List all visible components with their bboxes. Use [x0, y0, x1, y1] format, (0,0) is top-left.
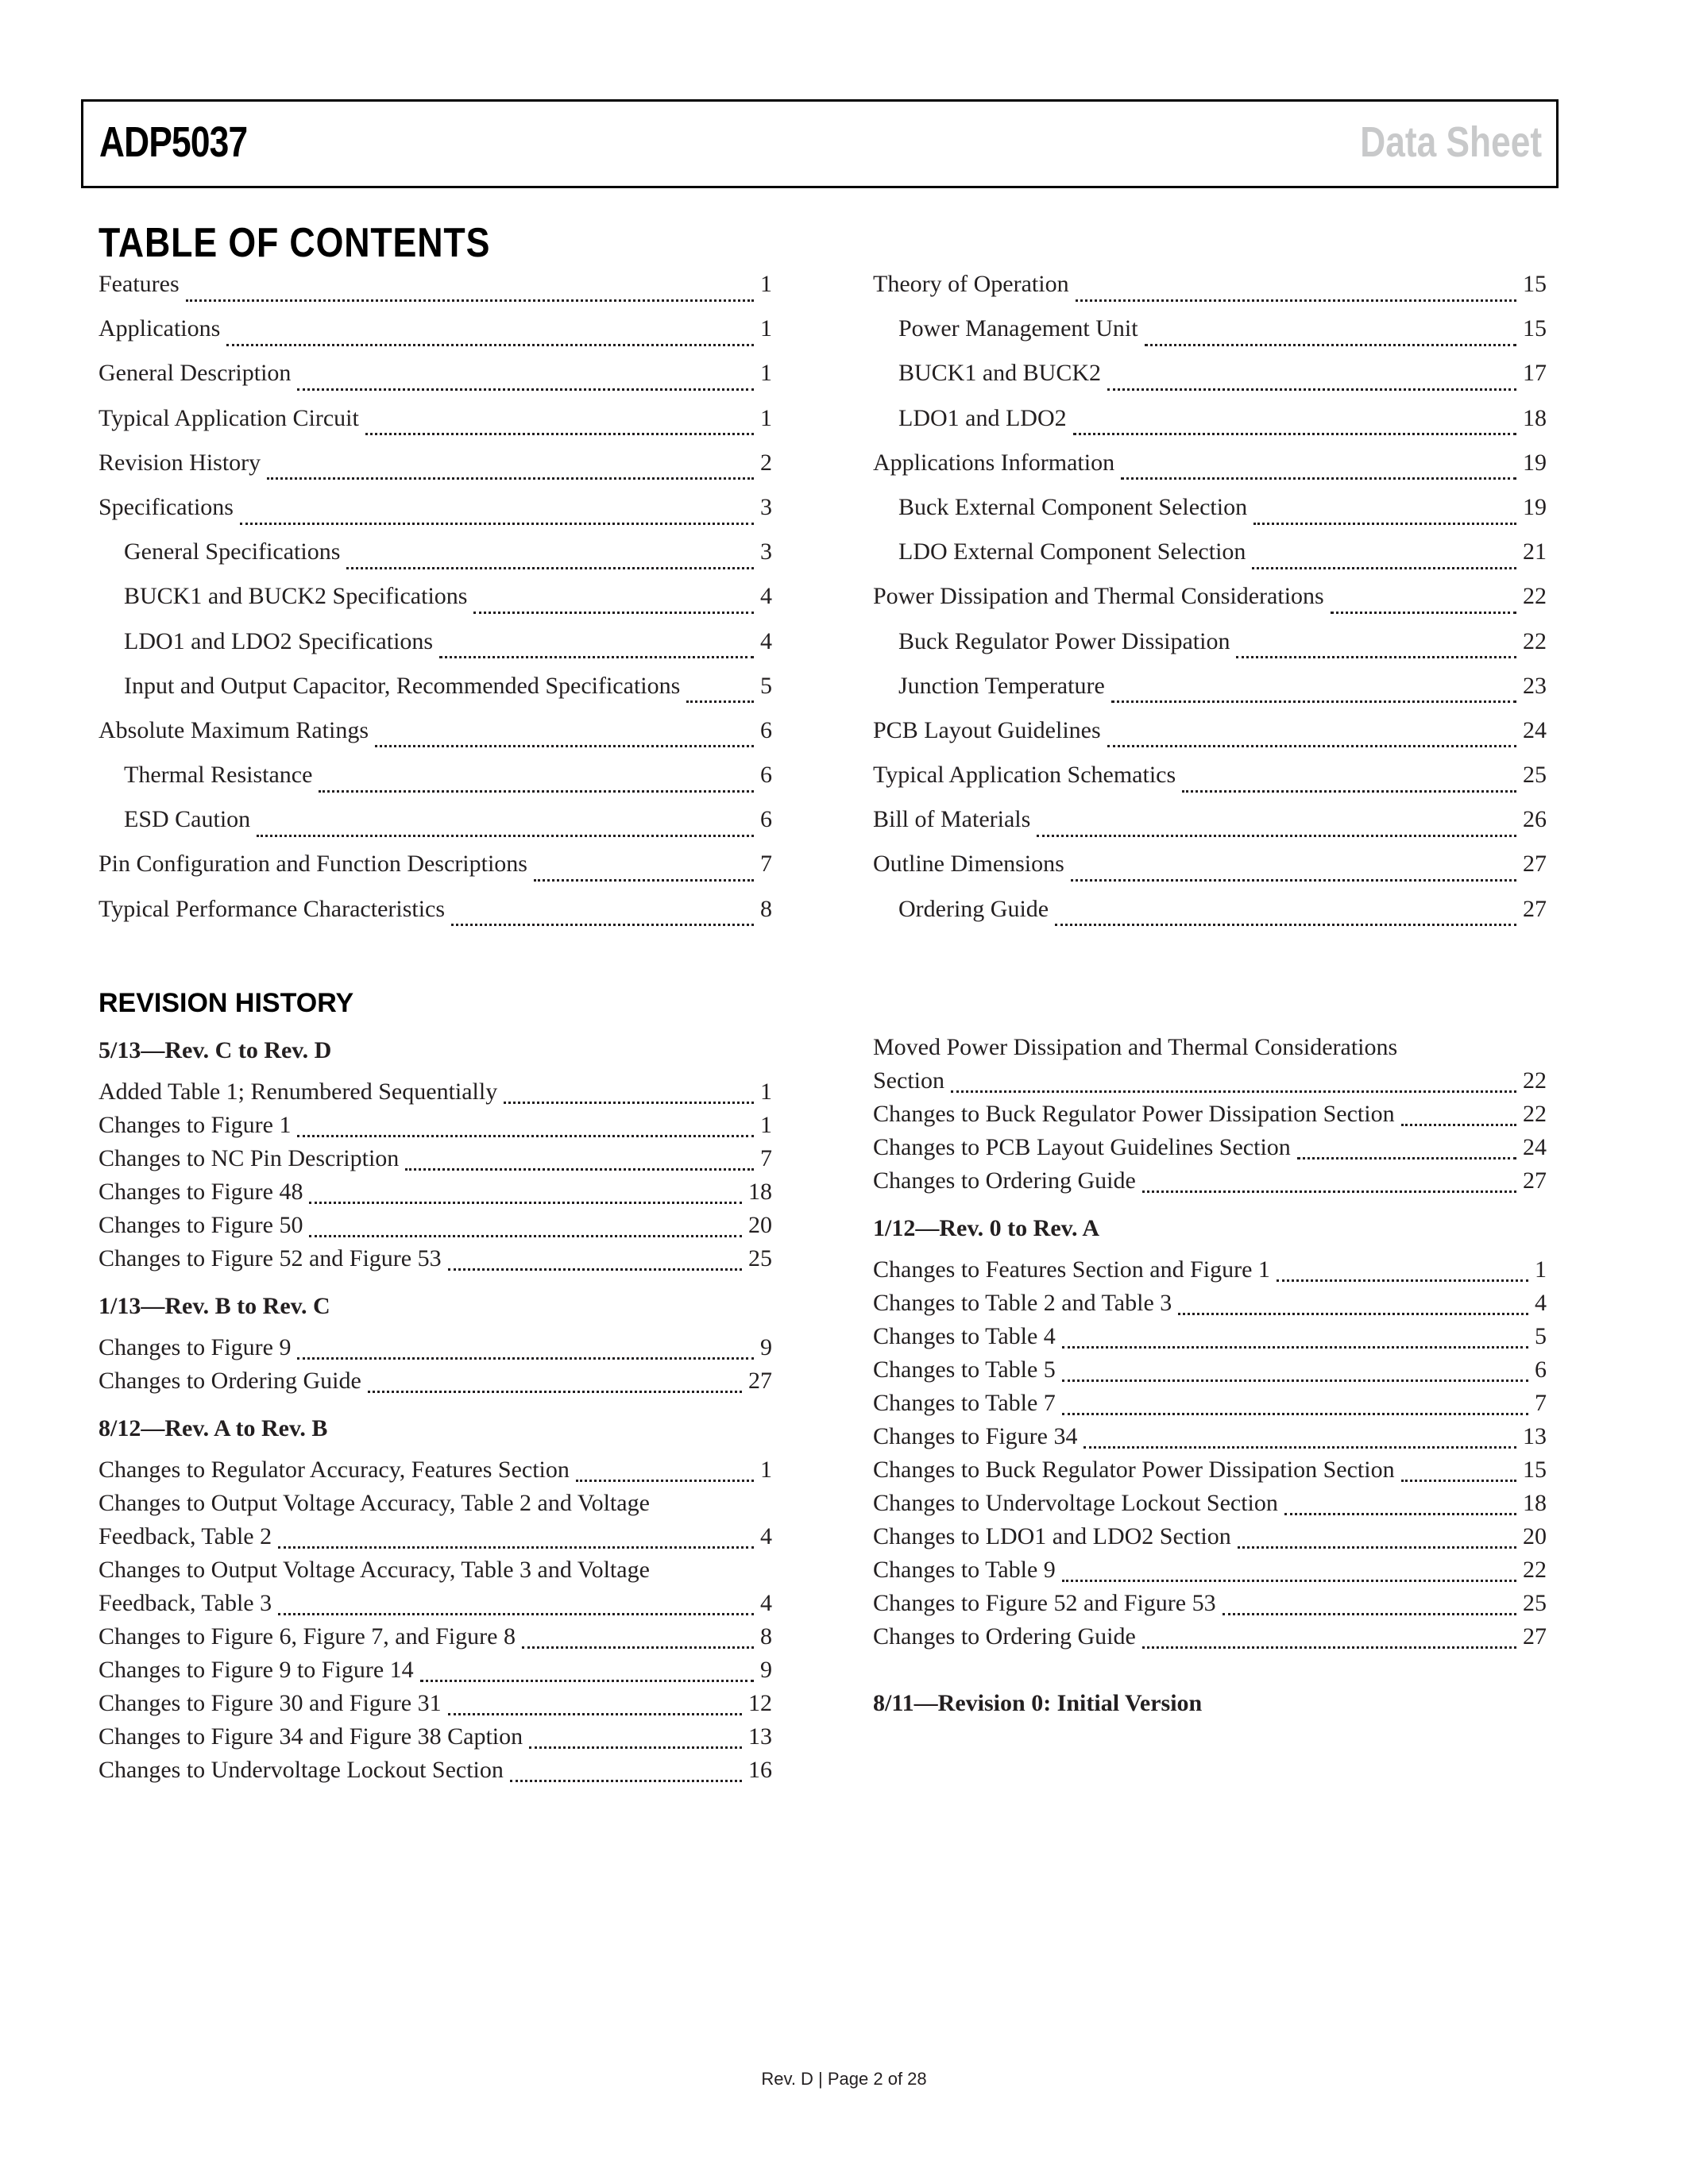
- dot-leader: [309, 1202, 742, 1204]
- dot-leader: [1107, 745, 1516, 747]
- entry-label: Changes to PCB Layout Guidelines Section: [873, 1134, 1291, 1160]
- revision-entry: [873, 1423, 1547, 1457]
- toc-entry[interactable]: [873, 806, 1547, 851]
- revision-entry: [98, 1590, 772, 1623]
- toc-entry[interactable]: [873, 717, 1547, 762]
- entry-page-number: 1: [760, 1457, 772, 1483]
- entry-label: Changes to Table 7: [873, 1390, 1056, 1416]
- dot-leader: [1182, 790, 1516, 793]
- toc-entry[interactable]: [873, 405, 1547, 450]
- revision-entry: [873, 1557, 1547, 1590]
- entry-page-number: 6: [760, 716, 772, 743]
- entry-label: Changes to Figure 48: [98, 1179, 303, 1205]
- entry-page-number: 3: [760, 493, 772, 520]
- entry-page-number: 20: [1523, 1523, 1547, 1549]
- toc-entry[interactable]: [873, 494, 1547, 538]
- entry-label: Changes to Table 2 and Table 3: [873, 1290, 1172, 1316]
- revision-column-right: [873, 1034, 1547, 1717]
- entry-label: Changes to Ordering Guide: [873, 1167, 1136, 1194]
- entry-page-number: 25: [1523, 1590, 1547, 1616]
- entry-page-number: 6: [760, 806, 772, 833]
- entry-label: Applications Information: [873, 449, 1115, 476]
- entry-page-number: 25: [1523, 762, 1547, 789]
- dot-leader: [1107, 388, 1516, 391]
- dot-leader: [1238, 1546, 1516, 1549]
- dot-leader: [534, 879, 754, 882]
- entry-page-number: 4: [760, 627, 772, 654]
- entry-page-number: 19: [1523, 449, 1547, 476]
- toc-entry[interactable]: [98, 494, 772, 538]
- toc-entry[interactable]: [98, 583, 772, 627]
- entry-page-number: 22: [1523, 1557, 1547, 1583]
- entry-label: Theory of Operation: [873, 271, 1069, 297]
- entry-page-number: 18: [1523, 1490, 1547, 1516]
- toc-entry[interactable]: [98, 360, 772, 404]
- revision-group: [873, 1212, 1547, 1657]
- revision-group: [98, 1412, 772, 1790]
- dot-leader: [686, 700, 754, 703]
- dot-leader: [346, 567, 754, 569]
- toc-entry[interactable]: [98, 538, 772, 583]
- entry-label: Changes to Buck Regulator Power Dissipation Section: [873, 1457, 1395, 1483]
- revision-entry: [98, 1245, 772, 1279]
- entry-label: Added Table 1; Renumbered Sequentially: [98, 1078, 498, 1105]
- dot-leader: [1252, 567, 1516, 569]
- page-footer: Rev. D | Page 2 of 28: [761, 2069, 927, 2089]
- entry-label: LDO1 and LDO2 Specifications: [124, 627, 434, 654]
- entry-page-number: 4: [760, 583, 772, 610]
- revision-group: [98, 1290, 772, 1401]
- revision-entry: [98, 1723, 772, 1757]
- entry-label: BUCK1 and BUCK2: [898, 360, 1102, 387]
- dot-leader: [1401, 1124, 1516, 1126]
- dot-leader: [375, 745, 754, 747]
- entry-label: LDO1 and LDO2: [898, 404, 1067, 431]
- dot-leader: [1223, 1613, 1516, 1615]
- entry-label: Buck External Component Selection: [898, 493, 1248, 520]
- entry-label: Junction Temperature: [898, 672, 1105, 699]
- revision-version: 1/13—Rev. B to Rev. C: [98, 1293, 330, 1319]
- toc-entry[interactable]: [98, 628, 772, 673]
- dot-leader: [1062, 1379, 1528, 1382]
- dot-leader: [278, 1613, 754, 1615]
- entry-label: Typical Application Schematics: [873, 762, 1176, 789]
- revision-column-left: [98, 1034, 772, 1801]
- entry-label: Changes to Figure 6, Figure 7, and Figure 8: [98, 1623, 516, 1650]
- entry-page-number: 24: [1523, 716, 1547, 743]
- dot-leader: [240, 523, 754, 525]
- entry-label: BUCK1 and BUCK2 Specifications: [124, 583, 468, 610]
- dot-leader: [365, 433, 754, 435]
- revision-entry: [98, 1757, 772, 1790]
- revision-entry: [98, 1623, 772, 1657]
- dot-leader: [1062, 1346, 1528, 1349]
- dot-leader: [576, 1480, 754, 1482]
- entry-page-number: 22: [1523, 1101, 1547, 1127]
- revision-entry: [873, 1457, 1547, 1490]
- toc-entry[interactable]: [98, 896, 772, 940]
- dot-leader: [1297, 1157, 1516, 1160]
- toc-entry[interactable]: [873, 851, 1547, 895]
- revision-history-heading: REVISION HISTORY: [98, 988, 354, 1018]
- toc-entry[interactable]: [98, 806, 772, 851]
- dot-leader: [1236, 656, 1516, 658]
- entry-page-number: 8: [760, 895, 772, 922]
- dot-leader: [319, 790, 754, 793]
- entry-page-number: 15: [1523, 315, 1547, 342]
- entry-page-number: 23: [1523, 672, 1547, 699]
- dot-leader: [504, 1102, 754, 1104]
- entry-page-number: 3: [760, 538, 772, 565]
- entry-page-number: 7: [1535, 1390, 1547, 1416]
- entry-label: Changes to Figure 1: [98, 1112, 292, 1138]
- dot-leader: [1121, 477, 1516, 480]
- revision-entry: [873, 1623, 1547, 1657]
- entry-label: Changes to Table 4: [873, 1323, 1056, 1349]
- entry-label: General Description: [98, 360, 292, 387]
- revision-entry: [873, 1490, 1547, 1523]
- dot-leader: [448, 1268, 742, 1271]
- dot-leader: [186, 299, 754, 302]
- toc-entry[interactable]: [873, 271, 1547, 315]
- initial-version: 8/11—Revision 0: Initial Version: [873, 1690, 1203, 1716]
- entry-page-number: 13: [748, 1723, 772, 1750]
- dot-leader: [510, 1780, 742, 1782]
- document-type: Data Sheet: [1360, 118, 1542, 166]
- part-number: ADP5037: [99, 118, 248, 166]
- revision-entry: [873, 1590, 1547, 1623]
- entry-label: Changes to Figure 30 and Figure 31: [98, 1690, 442, 1716]
- revision-entry: [873, 1290, 1547, 1323]
- dot-leader: [257, 835, 754, 837]
- entry-label: Pin Configuration and Function Descriptions: [98, 851, 527, 878]
- revision-entry: [873, 1523, 1547, 1557]
- dot-leader: [522, 1646, 754, 1649]
- entry-label: Power Dissipation and Thermal Considerations: [873, 583, 1324, 610]
- entry-label: Changes to Figure 34: [873, 1423, 1078, 1449]
- entry-label: Changes to Figure 50: [98, 1212, 303, 1238]
- entry-page-number: 27: [1523, 1167, 1547, 1194]
- dot-leader: [1076, 299, 1516, 302]
- entry-page-number: 22: [1523, 1067, 1547, 1094]
- entry-page-number: 9: [760, 1657, 772, 1683]
- revision-entry: [98, 1334, 772, 1368]
- entry-label: Changes to Undervoltage Lockout Section: [98, 1757, 504, 1783]
- dot-leader: [1111, 700, 1516, 703]
- entry-label: Feedback, Table 3: [98, 1590, 272, 1616]
- dot-leader: [297, 388, 754, 391]
- revision-entry: [98, 1179, 772, 1212]
- toc-entry[interactable]: [873, 896, 1547, 940]
- entry-label: Applications: [98, 315, 221, 342]
- revision-entry: [98, 1368, 772, 1401]
- dot-leader: [1178, 1313, 1528, 1315]
- entry-page-number: 18: [748, 1179, 772, 1205]
- revision-version: 1/12—Rev. 0 to Rev. A: [873, 1215, 1099, 1241]
- entry-page-number: 12: [748, 1690, 772, 1716]
- toc-entry[interactable]: [873, 762, 1547, 806]
- entry-page-number: 4: [760, 1590, 772, 1616]
- toc-entry[interactable]: [873, 583, 1547, 627]
- entry-label: Bill of Materials: [873, 806, 1031, 833]
- entry-page-number: 15: [1523, 1457, 1547, 1483]
- toc-entry[interactable]: [873, 538, 1547, 583]
- revision-entry: [873, 1390, 1547, 1423]
- revision-entry: [873, 1256, 1547, 1290]
- entry-page-number: 1: [760, 1078, 772, 1105]
- entry-page-number: 4: [760, 1523, 772, 1549]
- entry-label: ESD Caution: [124, 806, 251, 833]
- entry-label: Changes to Ordering Guide: [98, 1368, 361, 1394]
- entry-page-number: 21: [1523, 538, 1547, 565]
- entry-page-number: 27: [1523, 895, 1547, 922]
- toc-heading: TABLE OF CONTENTS: [98, 220, 491, 266]
- dot-leader: [267, 477, 754, 480]
- entry-page-number: 8: [760, 1623, 772, 1650]
- entry-label: Changes to Figure 9: [98, 1334, 292, 1360]
- entry-page-number: 2: [760, 449, 772, 476]
- toc-entry[interactable]: [98, 673, 772, 717]
- entry-label: Outline Dimensions: [873, 851, 1064, 878]
- toc-entry[interactable]: [98, 315, 772, 360]
- entry-page-number: 5: [1535, 1323, 1547, 1349]
- revision-entry: [98, 1690, 772, 1723]
- entry-label: Input and Output Capacitor, Recommended Specifications: [124, 672, 681, 699]
- entry-page-number: 9: [760, 1334, 772, 1360]
- dot-leader: [1253, 523, 1516, 525]
- revision-entry: [873, 1067, 1547, 1101]
- entry-page-number: 7: [760, 851, 772, 878]
- revision-entry: [873, 1323, 1547, 1356]
- entry-page-number: 22: [1523, 627, 1547, 654]
- dot-leader: [1083, 1446, 1516, 1449]
- entry-label: Buck Regulator Power Dissipation: [898, 627, 1230, 654]
- revision-entry: [98, 1657, 772, 1690]
- entry-label: Thermal Resistance: [124, 762, 313, 789]
- dot-leader: [1062, 1413, 1528, 1415]
- revision-group: [98, 1034, 772, 1279]
- toc-entry[interactable]: [98, 717, 772, 762]
- entry-page-number: 1: [760, 404, 772, 431]
- entry-page-number: 1: [760, 271, 772, 297]
- dot-leader: [1037, 835, 1516, 837]
- dot-leader: [529, 1746, 742, 1749]
- revision-version: 5/13—Rev. C to Rev. D: [98, 1037, 332, 1063]
- dot-leader: [1284, 1513, 1516, 1515]
- dot-leader: [448, 1713, 742, 1715]
- entry-label: Ordering Guide: [898, 895, 1049, 922]
- dot-leader: [1401, 1480, 1516, 1482]
- entry-page-number: 7: [760, 1145, 772, 1171]
- entry-label: Changes to Figure 52 and Figure 53: [98, 1245, 442, 1271]
- dot-leader: [368, 1391, 742, 1393]
- entry-page-number: 1: [1535, 1256, 1547, 1283]
- entry-page-number: 13: [1523, 1423, 1547, 1449]
- revision-entry: [873, 1134, 1547, 1167]
- entry-label: Changes to Figure 9 to Figure 14: [98, 1657, 414, 1683]
- entry-page-number: 22: [1523, 583, 1547, 610]
- entry-page-number: 27: [1523, 1623, 1547, 1650]
- dot-leader: [1331, 612, 1516, 614]
- entry-page-number: 24: [1523, 1134, 1547, 1160]
- dot-leader: [1071, 879, 1516, 882]
- revision-entry: [98, 1212, 772, 1245]
- toc-entry[interactable]: [873, 673, 1547, 717]
- toc-entry[interactable]: [98, 271, 772, 315]
- entry-page-number: 4: [1535, 1290, 1547, 1316]
- dot-leader: [1055, 924, 1516, 926]
- toc-entry[interactable]: [98, 851, 772, 895]
- revision-entry: [98, 1145, 772, 1179]
- dot-leader: [1142, 1190, 1516, 1193]
- entry-label: Feedback, Table 2: [98, 1523, 272, 1549]
- revision-entry-line: Changes to Output Voltage Accuracy, Table 2 and Voltage: [98, 1490, 650, 1516]
- dot-leader: [309, 1235, 742, 1237]
- toc-column-left: [98, 271, 772, 940]
- entry-page-number: 17: [1523, 360, 1547, 387]
- dot-leader: [1145, 344, 1516, 346]
- toc-entry[interactable]: [98, 762, 772, 806]
- entry-label: Absolute Maximum Ratings: [98, 716, 369, 743]
- dot-leader: [1062, 1580, 1516, 1582]
- revision-entry: [873, 1167, 1547, 1201]
- entry-label: Features: [98, 271, 180, 297]
- toc-entry[interactable]: [873, 450, 1547, 494]
- entry-label: Changes to Ordering Guide: [873, 1623, 1136, 1650]
- dot-leader: [297, 1357, 754, 1360]
- entry-label: Changes to LDO1 and LDO2 Section: [873, 1523, 1231, 1549]
- revision-version: 8/12—Rev. A to Rev. B: [98, 1415, 328, 1441]
- toc-entry[interactable]: [873, 360, 1547, 404]
- toc-entry[interactable]: [873, 315, 1547, 360]
- entry-label: Specifications: [98, 493, 234, 520]
- entry-label: Changes to Undervoltage Lockout Section: [873, 1490, 1278, 1516]
- dot-leader: [420, 1680, 754, 1682]
- dot-leader: [473, 612, 754, 614]
- entry-label: PCB Layout Guidelines: [873, 716, 1101, 743]
- revision-entry: [98, 1457, 772, 1490]
- entry-page-number: 6: [760, 762, 772, 789]
- dot-leader: [451, 924, 754, 926]
- entry-label: General Specifications: [124, 538, 341, 565]
- revision-entry: [98, 1078, 772, 1112]
- entry-label: Changes to Figure 34 and Figure 38 Caption: [98, 1723, 523, 1750]
- entry-page-number: 19: [1523, 493, 1547, 520]
- dot-leader: [439, 656, 754, 658]
- entry-label: Typical Performance Characteristics: [98, 895, 446, 922]
- entry-page-number: 20: [748, 1212, 772, 1238]
- entry-page-number: 16: [748, 1757, 772, 1783]
- entry-page-number: 15: [1523, 271, 1547, 297]
- entry-label: Changes to Regulator Accuracy, Features Section: [98, 1457, 570, 1483]
- dot-leader: [1073, 433, 1516, 435]
- revision-entry: [98, 1523, 772, 1557]
- entry-page-number: 18: [1523, 404, 1547, 431]
- entry-page-number: 25: [748, 1245, 772, 1271]
- toc-entry[interactable]: [873, 628, 1547, 673]
- entry-page-number: 5: [760, 672, 772, 699]
- entry-label: Changes to Figure 52 and Figure 53: [873, 1590, 1216, 1616]
- entry-label: Changes to Table 5: [873, 1356, 1056, 1383]
- entry-page-number: 6: [1535, 1356, 1547, 1383]
- entry-label: LDO External Component Selection: [898, 538, 1246, 565]
- dot-leader: [405, 1168, 754, 1171]
- entry-label: Typical Application Circuit: [98, 404, 359, 431]
- entry-page-number: 1: [760, 315, 772, 342]
- entry-page-number: 26: [1523, 806, 1547, 833]
- dot-leader: [297, 1135, 754, 1137]
- revision-entry: [873, 1356, 1547, 1390]
- dot-leader: [226, 344, 754, 346]
- revision-group-continued: [873, 1034, 1547, 1201]
- entry-page-number: 27: [1523, 851, 1547, 878]
- toc-column-right: [873, 271, 1547, 940]
- entry-page-number: 27: [748, 1368, 772, 1394]
- revision-entry-line: Changes to Output Voltage Accuracy, Table 3 and Voltage: [98, 1557, 650, 1583]
- revision-entry-line: Moved Power Dissipation and Thermal Considerations: [873, 1034, 1398, 1060]
- page-header: [81, 99, 1559, 188]
- entry-page-number: 1: [760, 360, 772, 387]
- dot-leader: [278, 1546, 754, 1549]
- entry-label: Changes to Features Section and Figure 1: [873, 1256, 1270, 1283]
- toc-entry[interactable]: [98, 450, 772, 494]
- dot-leader: [1142, 1646, 1516, 1649]
- entry-label: Changes to Table 9: [873, 1557, 1056, 1583]
- toc-entry[interactable]: [98, 405, 772, 450]
- entry-label: Revision History: [98, 449, 261, 476]
- entry-label: Power Management Unit: [898, 315, 1138, 342]
- entry-label: Section: [873, 1067, 944, 1094]
- entry-label: Changes to Buck Regulator Power Dissipation Section: [873, 1101, 1395, 1127]
- revision-entry: [98, 1112, 772, 1145]
- entry-label: Changes to NC Pin Description: [98, 1145, 400, 1171]
- dot-leader: [951, 1090, 1516, 1093]
- dot-leader: [1277, 1279, 1528, 1282]
- revision-entry: [873, 1101, 1547, 1134]
- entry-page-number: 1: [760, 1112, 772, 1138]
